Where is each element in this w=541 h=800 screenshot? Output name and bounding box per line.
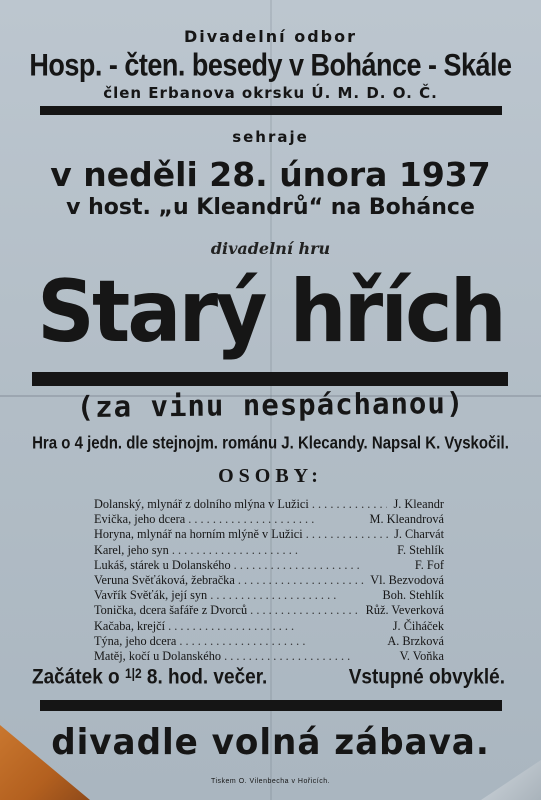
organizer-membership: člen Erbanova okrsku Ú. M. D. O. Č. [103,84,438,102]
cast-row [94,543,444,558]
entry-fee: Vstupné obvyklé. [348,665,505,690]
cast-actor: M. Kleandrová [369,512,444,527]
event-venue: v host. „u Kleandrů“ na Bohánce [66,195,475,220]
cast-actor: Vl. Bezvodová [370,573,444,588]
cast-heading: OSOBY: [218,465,323,487]
cast-actor: J. Kleandr [393,497,444,511]
cast-actor: V. Voňka [399,649,444,664]
cast-row [94,497,444,512]
cast-role: Karel, jeho syn . . . [94,543,391,558]
cast-actor: J. Charvát [394,527,444,542]
cast-role: Dolanský, mlynář z dolního mlýna v Lužici . . . [94,497,387,512]
cast-role: Týna, jeho dcera . . . [94,634,381,649]
cast-row [94,558,444,573]
cast-actor: F. Fof [414,557,444,572]
title-underline-rule [32,372,508,386]
presents-label: sehraje [232,128,309,146]
cast-row [94,527,444,542]
start-time-prefix: Začátek o [32,665,125,690]
start-time-suffix: 8. hod. večer. [141,665,268,690]
play-subtitle: (za vinu nespáchanou) [76,385,465,425]
cast-list [94,497,444,664]
cast-row [94,573,444,588]
cast-actor: A. Brzková [387,633,444,648]
play-credits: Hra o 4 jedn. dle stejnojm. románu J. Klecandy. Napsal K. Vyskočil. [32,433,509,454]
cast-role: Matěj, kočí u Dolanského . . . [94,649,394,664]
organizer-name: Hosp. - čten. besedy v Bohánce - Skále [29,47,512,83]
cast-actor: Boh. Stehlík [382,588,444,603]
cast-role: Lukáš, stárek u Dolanského . . . [94,558,409,573]
event-date: v neděli 28. února 1937 [50,155,491,194]
cast-row [94,603,444,618]
play-type-label: divadelní hru [210,239,331,258]
cast-actor: J. Čiháček [392,618,444,633]
divider-rule [40,106,502,115]
cast-role: Vavřík Svěťák, její syn . . . [94,588,377,603]
cast-row [94,588,444,603]
start-time [32,666,267,691]
cast-row [94,619,444,634]
cast-role: Horyna, mlynář na horním mlýně v Lužici . . . [94,527,388,542]
cast-role: Evička, jeho dcera . . . [94,512,364,527]
cast-row [94,512,444,527]
cast-role: Tonička, dcera šafáře z Dvorců . . . [94,603,360,618]
cast-actor: Růž. Veverková [365,603,444,618]
organizer-line: Divadelní odbor [183,27,357,46]
cast-role: Veruna Svěťáková, žebračka . . . [94,573,364,588]
play-title: Starý hřích [37,262,504,362]
start-time-fraction: 1|2 [124,665,142,682]
printer-imprint: Tiskem O. Vilenbecha v Hořicích. [210,778,331,785]
cast-row [94,634,444,649]
after-show-dance: divadle volná zábava. [51,722,490,763]
cast-actor: F. Stehlík [397,542,444,557]
cast-role: Kačaba, krejčí . . . [94,619,387,634]
cast-row [94,649,444,664]
footer-rule [40,700,502,711]
